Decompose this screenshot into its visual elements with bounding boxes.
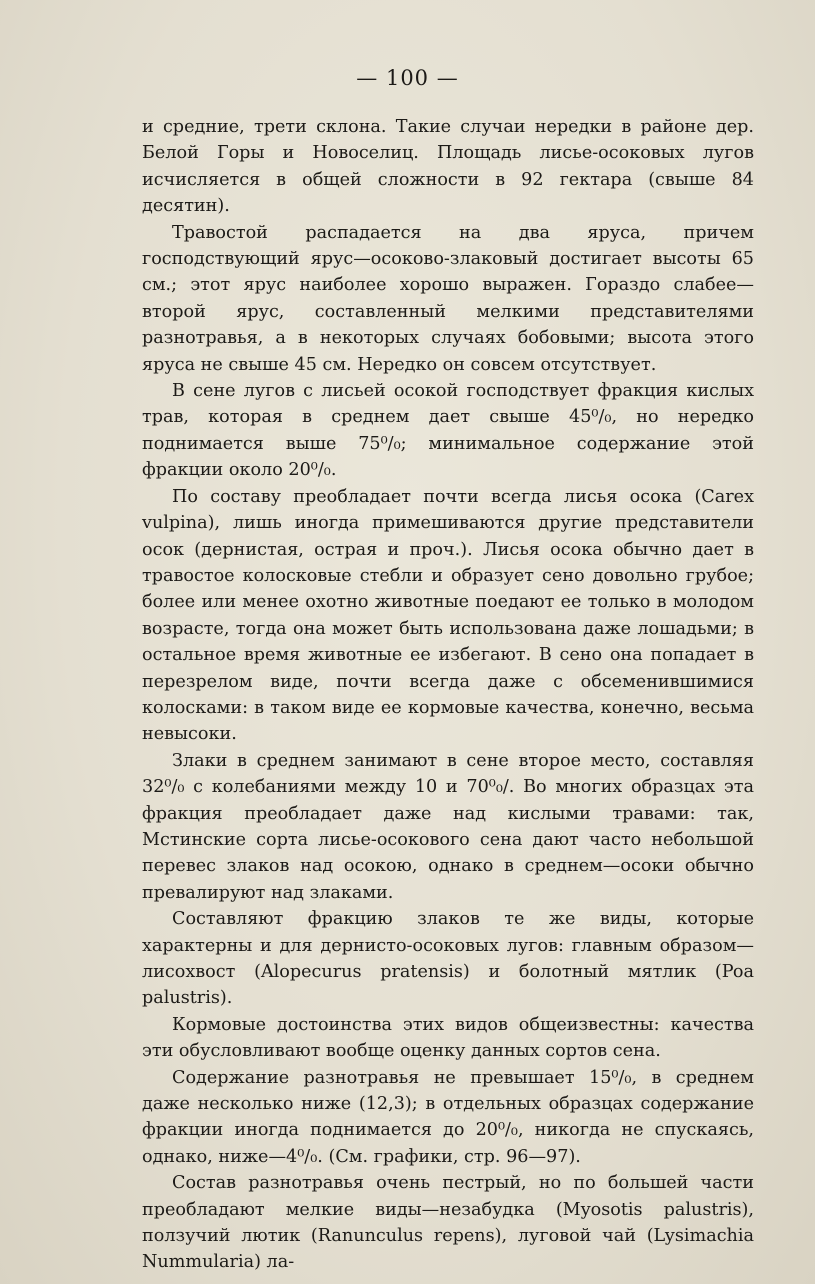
- paragraph-3: В сене лугов с лисьей осокой господствует фракция кислых трав, которая в среднем дает свыше 45⁰/₀, но нередко поднимается выше 75⁰/₀; минимальное содержание этой фракции около 20⁰/₀.: [142, 381, 754, 481]
- paragraph-8: Содержание разнотравья не превышает 15⁰/₀, в среднем даже несколько ниже (12,3); в отдельных образцах содержание фракции иногда поднимается до 20⁰/₀, никогда не спускаясь, однако, ниже—4⁰/₀. (См. графики, стр. 96—97).: [142, 1067, 754, 1167]
- paragraph-6: Составляют фракцию злаков те же виды, которые характерны и для дернисто-осоковых лугов: главным образом—лисохвост (Alopecurus pratensis) и болотный мятлик (Poa palustris).: [142, 909, 754, 1009]
- paragraph-1: и средние, трети склона. Такие случаи нередки в районе дер. Белой Горы и Новоселиц. Площадь лисье-осоковых лугов исчисляется в общей сложности в 92 гектара (свыше 84 десятин).: [142, 117, 754, 217]
- paragraph-7: Кормовые достоинства этих видов общеизвестны: качества эти обусловливают вообще оценку данных сортов сена.: [142, 1014, 754, 1062]
- paragraph-4: По составу преобладает почти всегда лисья осока (Carex vulpina), лишь иногда примешиваются другие представители осок (дернистая, острая и проч.). Лисья осока обычно дает в травостое колосковые стебли и образует сено довольно грубое; более или менее охотно животные поедают ее только в молодом возрасте, тогда она может быть использована даже лошадьми; в остальное время животные ее избегают. В сено она попадает в перезрелом виде, почти всегда даже с обсеменившимися колосками: в таком виде ее кормовые качества, конечно, весьма невысоки.: [142, 486, 754, 745]
- paragraph-5: Злаки в среднем занимают в сене второе место, составляя 32⁰/₀ с колебаниями между 10 и 70⁰₀/. Во многих образцах эта фракция преобладает даже над кислыми травами: так, Мстинские сорта лисье-осокового сена дают часто небольшой перевес злаков над осокою, однако в среднем—осоки обычно превалируют над злаками.: [142, 750, 754, 903]
- paragraph-2: Травостой распадается на два яруса, причем господствующий ярус—осоково-злаковый достигает высоты 65 см.; этот ярус наиболее хорошо выражен. Гораздо слабее—второй ярус, составленный мелкими представителями разнотравья, а в некоторых случаях бобовыми; высота этого яруса не свыше 45 см. Нередко он совсем отсутствует.: [142, 222, 754, 375]
- body-text: [142, 114, 754, 1276]
- page-number: — 100 —: [356, 66, 459, 90]
- paragraph-9: Состав разнотравья очень пестрый, но по большей части преобладают мелкие виды—незабудка (Myosotis palustris), ползучий лютик (Ranunculus repens), луговой чай (Lysimachia Nummularia) ла-: [142, 1173, 754, 1273]
